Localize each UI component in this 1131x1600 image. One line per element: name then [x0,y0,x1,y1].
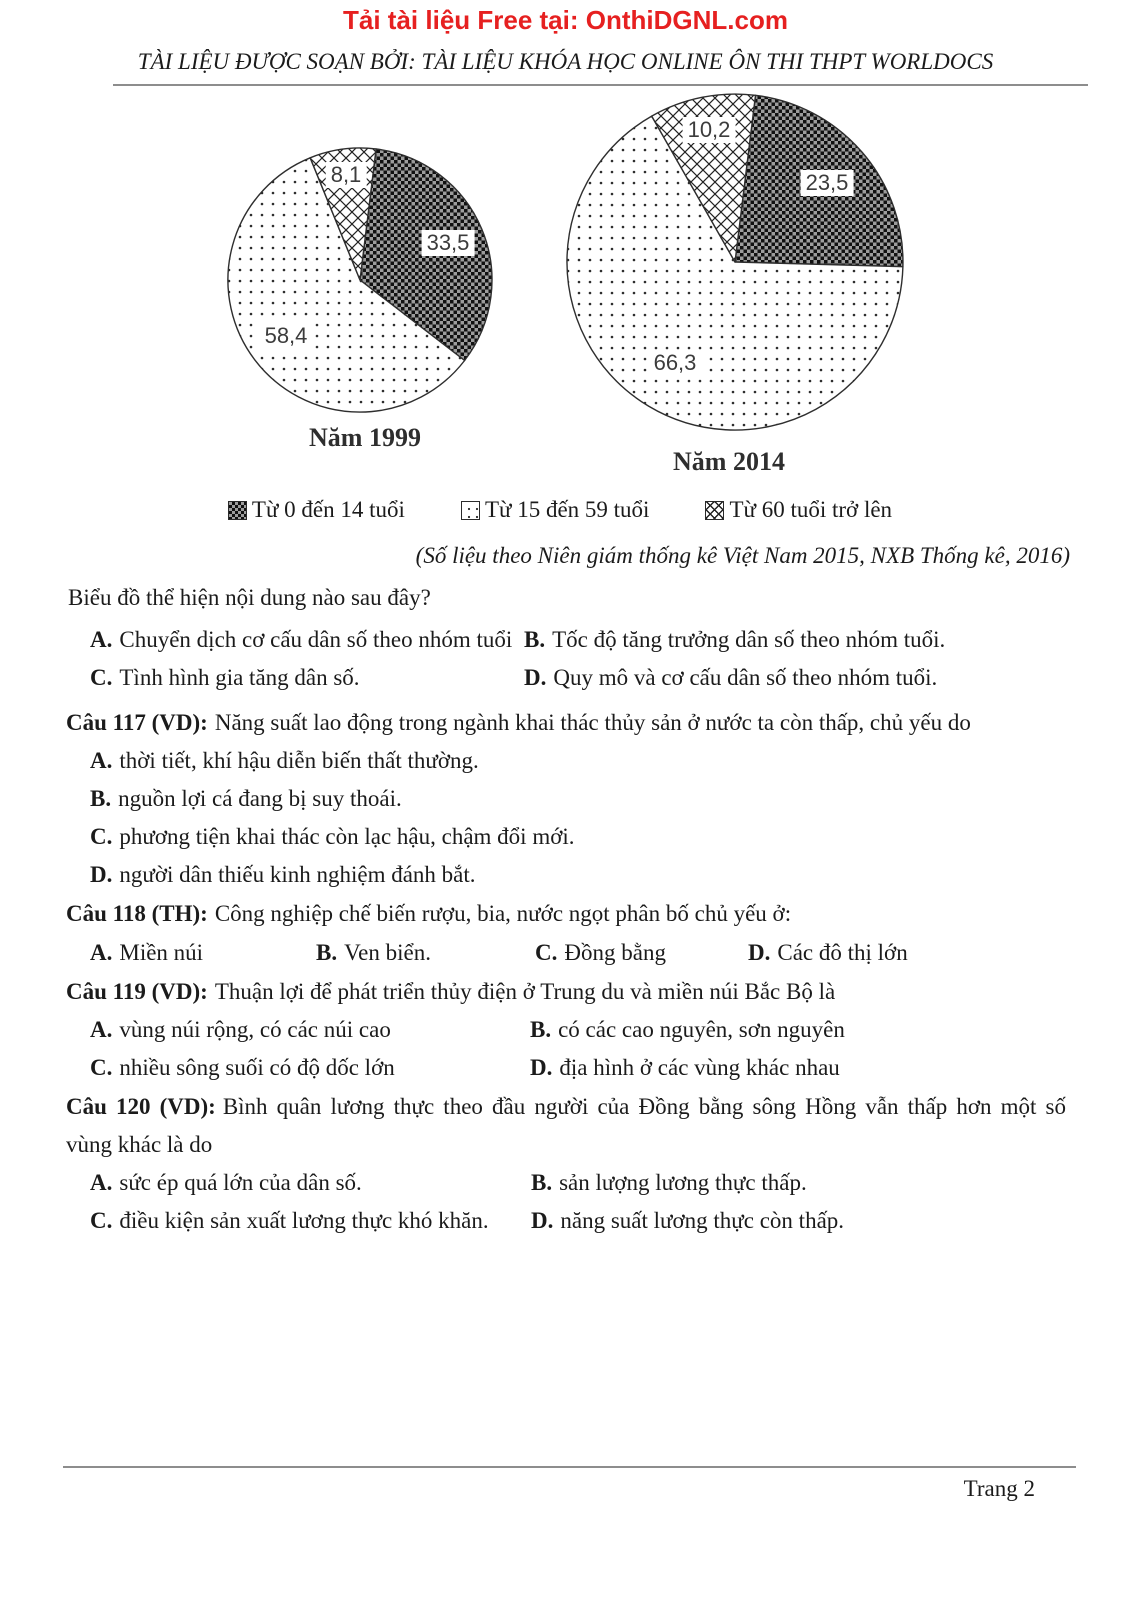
option-c: C. nhiều sông suối có độ dốc lớn [90,1055,395,1080]
option-b: B. nguồn lợi cá đang bị suy thoái. [90,786,402,811]
option-d: D. người dân thiếu kinh nghiệm đánh bắt. [90,862,476,887]
checker-pattern-icon [228,501,247,520]
page-number: Trang 2 [963,1476,1035,1501]
pie-chart-1999 [226,146,494,414]
footer-rule [63,1466,1076,1468]
pie-value-label: 66,3 [649,350,702,376]
header-rule [113,84,1088,86]
question-118-stem: Câu 118 (TH): Công nghiệp chế biến rượu, bia, nước ngọt phân bố chủ yếu ở: [66,901,792,926]
option-c: C. Tình hình gia tăng dân số. [90,665,360,690]
legend-item-0-14 [228,496,405,524]
chart-legend [140,496,980,524]
option-b: B. sản lượng lương thực thấp. [531,1170,807,1195]
option-b: B. Ven biển. [316,940,431,965]
pie-value-label: 8,1 [326,162,367,188]
legend-label: Từ 15 đến 59 tuổi [484,497,650,522]
option-b: B. có các cao nguyên, sơn nguyên [530,1017,845,1042]
option-c: C. điều kiện sản xuất lương thực khó khăn. [90,1208,489,1233]
pie-value-label: 10,2 [683,117,736,143]
chart-title-1999: Năm 1999 [309,423,421,452]
legend-item-15-59 [461,496,650,524]
source-note: (Số liệu theo Niên giám thống kê Việt Nam 2015, NXB Thống kê, 2016) [415,543,1070,568]
pie-value-label: 23,5 [801,170,854,196]
option-c: C. phương tiện khai thác còn lạc hậu, chậm đổi mới. [90,824,575,849]
option-d: D. Các đô thị lớn [748,940,908,965]
pie-chart-2014 [565,92,905,432]
legend-label: Từ 60 tuổi trở lên [729,497,893,522]
promo-title: Tải tài liệu Free tại: OnthiDGNL.com [343,5,788,35]
option-d: D. địa hình ở các vùng khác nhau [530,1055,840,1080]
question-120-stem-line2: vùng khác là do [66,1132,213,1157]
dots-pattern-icon [461,501,480,520]
document-subtitle: TÀI LIỆU ĐƯỢC SOẠN BỞI: TÀI LIỆU KHÓA HỌC ONLINE ÔN THI THPT WORLDOCS [137,49,994,74]
option-b: B. Tốc độ tăng trưởng dân số theo nhóm tuổi. [524,627,946,652]
option-c: C. Đồng bằng [535,940,666,965]
legend-item-60-plus [705,496,892,524]
hatch-pattern-icon [705,501,724,520]
option-d: D. năng suất lương thực còn thấp. [531,1208,845,1233]
legend-label: Từ 0 đến 14 tuổi [251,497,405,522]
pie-value-label: 33,5 [422,230,475,256]
question-stem: Biểu đồ thể hiện nội dung nào sau đây? [68,585,431,610]
question-119-stem: Câu 119 (VD): Thuận lợi để phát triển thủy điện ở Trung du và miền núi Bắc Bộ là [66,979,836,1004]
option-a: A. sức ép quá lớn của dân số. [90,1170,362,1195]
option-d: D. Quy mô và cơ cấu dân số theo nhóm tuổi. [524,665,938,690]
option-a: A. Chuyển dịch cơ cấu dân số theo nhóm tuổi [90,627,513,652]
pie-value-label: 58,4 [260,323,313,349]
chart-title-2014: Năm 2014 [673,447,785,476]
question-120-stem: Câu 120 (VD): Bình quân lương thực theo đầu người của Đồng bằng sông Hồng vẫn thấp hơn một số [66,1094,1066,1119]
pie-svg [565,92,905,432]
option-a: A. Miền núi [90,940,204,965]
option-a: A. vùng núi rộng, có các núi cao [90,1017,391,1042]
question-117-stem: Câu 117 (VD): Năng suất lao động trong ngành khai thác thủy sản ở nước ta còn thấp, chủ yếu do [66,710,971,735]
option-a: A. thời tiết, khí hậu diễn biến thất thường. [90,748,479,773]
